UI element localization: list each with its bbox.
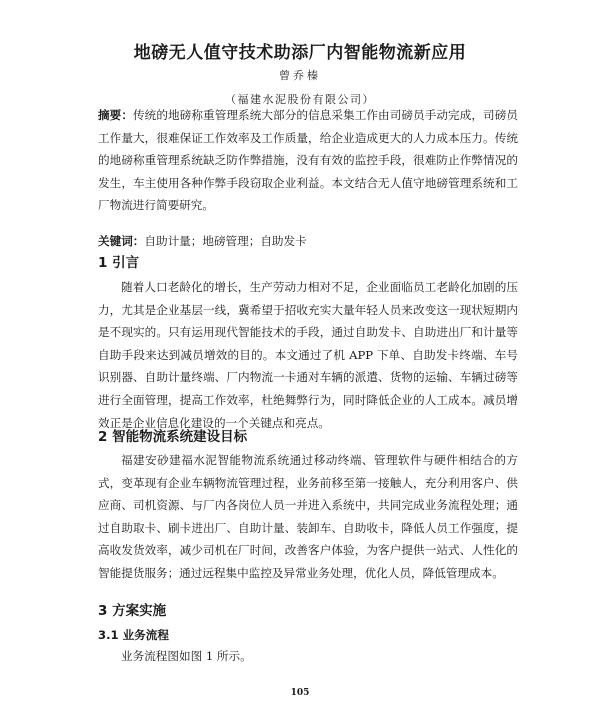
author-name: 曾乔榛 bbox=[279, 69, 321, 82]
abstract-text: 传统的地磅称重管理系统大部分的信息采集工作由司磅员手动完成，司磅员工作量大，很难保证工作效率及工作质量，给企业造成更大的人力成本压力。传统的地磅称重管理系统缺乏防作弊措施，没有有效的监控手段，很难防止作弊情况的发生，车主使用各种作弊手段窃取企业利益。本文结合无人值守地磅管理系统和工厂物流进行简要研究。 bbox=[98, 108, 518, 213]
section-1-body: 随着人口老龄化的增长，生产劳动力相对不足，企业面临员工老龄化加剧的压力，尤其是企业基层一线，冀希望于招收充实大量年轻人员来改变这一现状短期内是不现实的。只有运用现代智能技术的手段，通过自助发卡、自助进出厂和计量等自助手段来达到减员增效的目的。本文通过了机 APP 下单、自助发卡终端、车号识别器、自助计量终端、厂内物流一卡通对车辆的派遣、货物的运输、车辆过磅等进行全面管理，提高工作效率，杜绝舞弊行为，同时降低企业的人工成本。减员增效正是企业信息化建设的一个关键点和亮点。 bbox=[98, 280, 518, 430]
section-3-heading: 3 方案实施 bbox=[98, 603, 167, 619]
paper-title: 地磅无人值守技术助添厂内智能物流新应用 bbox=[133, 43, 467, 63]
section-2-heading: 2 智能物流系统建设目标 bbox=[98, 429, 248, 445]
page-number: 105 bbox=[290, 688, 310, 698]
keywords-label: 关键词： bbox=[98, 234, 145, 248]
author-affiliation: （福建水泥股份有限公司） bbox=[225, 93, 375, 106]
section-3-1-body: 业务流程图如图 1 所示。 bbox=[121, 649, 252, 663]
keywords bbox=[98, 232, 518, 250]
abstract bbox=[98, 104, 518, 217]
section-3-1-heading: 3.1 业务流程 bbox=[98, 628, 169, 642]
section-1-heading: 1 引言 bbox=[98, 255, 140, 271]
section-2-body: 福建安砂建福水泥智能物流系统通过移动终端、管理软件与硬件相结合的方式，变革现有企业车辆物流管理过程，业务前移至第一接触人，充分利用客户、供应商、司机资源、与厂内各岗位人员一并进入系统中，共同完成业务流程处理；通过自助取卡、刷卡进出厂、自助计量、装卸车、自助收卡，降低人员工作强度，提高收发货效率，减少司机在厂时间，改善客户体验，为客户提供一站式、人性化的智能提货服务；通过远程集中监控及异常业务处理，优化人员，降低管理成本。 bbox=[98, 453, 518, 580]
abstract-label: 摘要： bbox=[98, 108, 134, 122]
keywords-text: 自助计量；地磅管理；自助发卡 bbox=[144, 234, 307, 248]
